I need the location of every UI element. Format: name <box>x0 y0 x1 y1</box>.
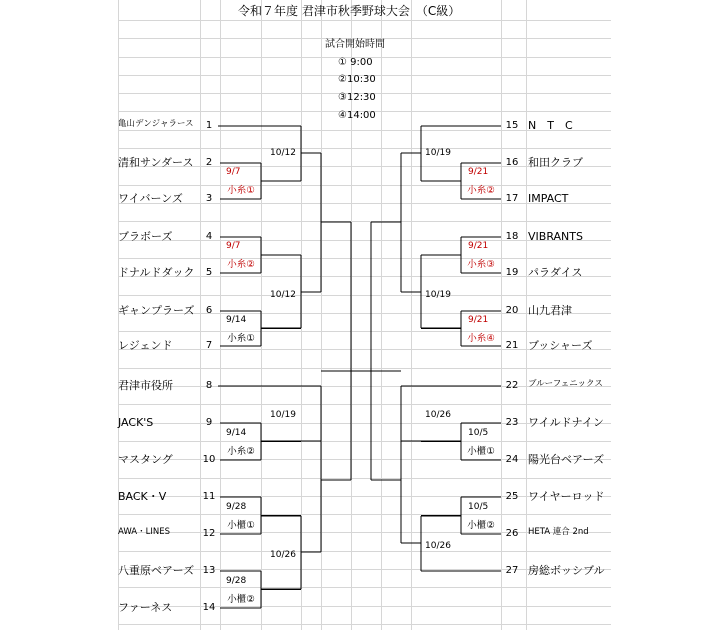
second-round-date: 10/26 <box>425 410 451 420</box>
left-team-number: 1 <box>205 120 213 131</box>
left-team-name: AWA・LINES <box>118 527 170 537</box>
second-round-date: 10/12 <box>270 148 296 158</box>
right-team-name: パラダイス <box>528 266 583 279</box>
left-team-name: 清和サンダース <box>118 156 194 169</box>
left-team-name: ドナルドダック <box>118 266 195 279</box>
match-date: 9/21 <box>468 314 489 325</box>
right-team-name: ブルーフェニックス <box>528 379 603 389</box>
match-venue: 小糸② <box>227 259 255 270</box>
right-team-number: 22 <box>505 380 519 391</box>
left-team-number: 4 <box>205 231 213 242</box>
match-venue: 小糸④ <box>467 332 495 344</box>
match-venue: 小糸③ <box>467 259 495 270</box>
match-venue: 小糸① <box>227 332 255 344</box>
left-team-number: 7 <box>205 340 213 351</box>
right-team-number: 23 <box>505 417 519 428</box>
right-team-name: 山九君津 <box>528 304 572 317</box>
right-team-number: 15 <box>505 120 519 131</box>
match-date: 10/5 <box>468 427 489 438</box>
match-date: 9/28 <box>226 501 247 512</box>
schedule-time-2: ②10:30 <box>338 74 376 85</box>
left-team-number: 12 <box>202 528 216 539</box>
second-round-date: 10/19 <box>425 290 451 300</box>
match-venue: 小糸② <box>227 445 255 457</box>
left-team-number: 13 <box>202 565 216 576</box>
schedule-heading: 試合開始時間 <box>325 39 385 50</box>
right-team-name: IMPACT <box>528 192 569 205</box>
left-team-number: 8 <box>205 380 213 391</box>
right-team-number: 19 <box>505 267 519 278</box>
second-round-date: 10/19 <box>425 148 451 158</box>
right-team-number: 24 <box>505 454 519 465</box>
left-team-name: ファーネス <box>118 601 173 614</box>
left-team-number: 11 <box>202 491 216 502</box>
left-team-name: ギャンプラーズ <box>118 304 195 317</box>
match-date: 9/7 <box>226 167 241 177</box>
match-venue: 小糸① <box>227 185 255 196</box>
right-team-number: 18 <box>505 231 519 242</box>
match-date: 9/21 <box>468 167 489 177</box>
right-team-number: 27 <box>505 565 519 576</box>
right-team-number: 20 <box>505 305 519 316</box>
right-team-number: 25 <box>505 491 519 502</box>
left-team-number: 2 <box>205 157 213 168</box>
left-team-name: レジェンド <box>118 339 173 352</box>
match-date: 9/14 <box>226 427 247 438</box>
match-venue: 小櫃② <box>467 519 495 531</box>
left-team-number: 6 <box>205 305 213 316</box>
right-team-name: ブッシャーズ <box>528 339 593 352</box>
match-date: 9/7 <box>226 241 241 251</box>
match-date: 9/28 <box>226 575 247 586</box>
right-team-number: 21 <box>505 340 519 351</box>
match-date: 9/21 <box>468 241 489 251</box>
schedule-time-1: ① 9:00 <box>338 57 373 68</box>
left-team-name: マスタング <box>118 453 173 466</box>
left-team-name: BACK・V <box>118 490 167 503</box>
right-team-name: ワイルドナイン <box>528 416 604 429</box>
right-team-name: 陽光台ベアーズ <box>528 453 605 466</box>
match-venue: 小櫃① <box>227 519 255 531</box>
right-team-name: HETA 連合 2nd <box>528 527 589 537</box>
left-team-name: ブラボーズ <box>118 230 173 243</box>
page-title: 令和７年度 君津市秋季野球大会 （C級） <box>238 4 461 18</box>
right-team-name: N T C <box>528 119 573 132</box>
right-team-name: ワイヤーロッド <box>528 490 605 503</box>
schedule-time-4: ④14:00 <box>338 110 376 121</box>
right-team-number: 17 <box>505 193 519 204</box>
right-team-number: 16 <box>505 157 519 168</box>
schedule-time-3: ③12:30 <box>338 92 376 103</box>
right-team-name: 和田クラブ <box>528 156 583 169</box>
left-team-name: ワイバーンズ <box>118 192 183 205</box>
left-team-name: 君津市役所 <box>118 379 173 392</box>
match-date: 9/14 <box>226 314 247 325</box>
left-team-number: 9 <box>205 417 213 428</box>
right-team-name: VIBRANTS <box>528 230 583 243</box>
left-team-name: 亀山デンジャラース <box>118 119 194 129</box>
right-team-name: 房総ボッシブル <box>528 564 605 577</box>
left-team-number: 3 <box>205 193 213 204</box>
match-venue: 小糸② <box>467 185 495 196</box>
left-team-name: JACK'S <box>118 416 154 429</box>
second-round-date: 10/26 <box>425 541 451 551</box>
left-team-number: 5 <box>205 267 213 278</box>
left-team-number: 14 <box>202 602 216 613</box>
match-venue: 小櫃② <box>227 593 255 605</box>
left-team-number: 10 <box>202 454 216 465</box>
second-round-date: 10/19 <box>270 410 296 420</box>
bracket-sheet <box>118 0 611 630</box>
left-team-name: 八重原ベアーズ <box>118 564 195 577</box>
second-round-date: 10/12 <box>270 290 296 300</box>
match-venue: 小櫃① <box>467 445 495 457</box>
right-team-number: 26 <box>505 528 519 539</box>
match-date: 10/5 <box>468 501 489 512</box>
second-round-date: 10/26 <box>270 550 296 560</box>
